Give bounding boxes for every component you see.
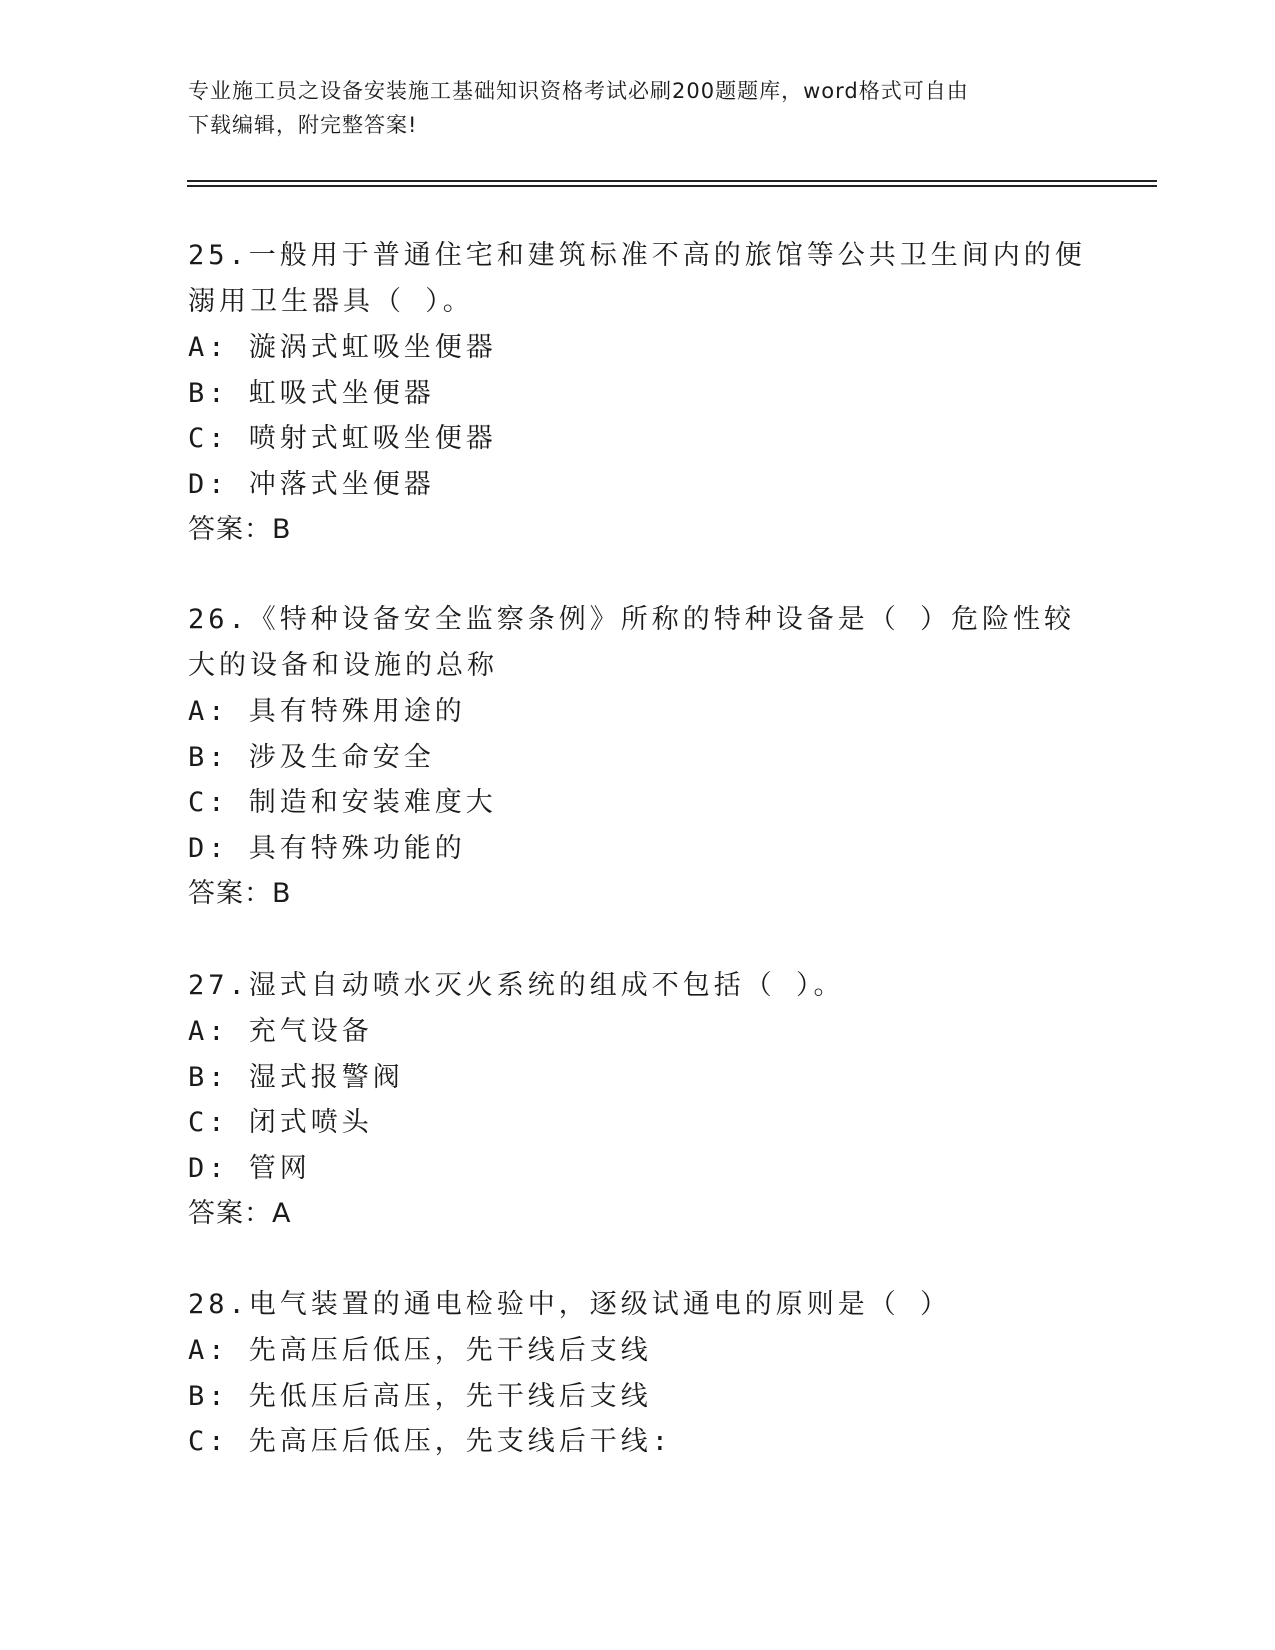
answer: 答案：A [188, 1198, 292, 1229]
option-b: B: 虹吸式坐便器 [188, 377, 435, 409]
answer: 答案：B [188, 514, 292, 545]
option-c: C: 先高压后低压，先支线后干线: [188, 1426, 673, 1457]
option-b: B: 湿式报警阀 [188, 1061, 404, 1093]
question-25 [188, 233, 1088, 553]
option-c: C: 制造和安装难度大 [188, 787, 497, 818]
question-text: 25.一般用于普通住宅和建筑标准不高的旅馆等公共卫生间内的便溺用卫生器具（ ）。 [188, 240, 1086, 317]
header-line-1: 专业施工员之设备安装施工基础知识资格考试必刷200题题库，word格式可自由 [188, 79, 969, 103]
header-line-2: 下载编辑，附完整答案! [188, 113, 418, 137]
option-a: A: 具有特殊用途的 [188, 696, 466, 727]
option-d: D: 管网 [188, 1152, 311, 1184]
question-26 [188, 597, 1088, 917]
answer: 答案：B [188, 878, 292, 909]
option-b: B: 先低压后高压，先干线后支线 [188, 1380, 652, 1412]
question-28 [188, 1282, 1088, 1465]
option-a: A: 漩涡式虹吸坐便器 [188, 332, 497, 363]
option-c: C: 闭式喷头 [188, 1107, 373, 1138]
option-d: D: 具有特殊功能的 [188, 832, 466, 864]
question-text: 27.湿式自动喷水灭火系统的组成不包括（ ）。 [188, 970, 845, 1001]
question-text: 26.《特种设备安全监察条例》所称的特种设备是（ ）危险性较大的设备和设施的总称 [188, 604, 1076, 681]
option-a: A: 先高压后低压，先干线后支线 [188, 1335, 652, 1366]
option-b: B: 涉及生命安全 [188, 741, 435, 773]
option-c: C: 喷射式虹吸坐便器 [188, 423, 497, 454]
option-a: A: 充气设备 [188, 1016, 373, 1047]
header-divider-bottom [187, 185, 1157, 187]
header-divider-top [187, 180, 1157, 182]
document-header [188, 74, 1088, 142]
question-27 [188, 963, 1088, 1237]
question-text: 28.电气装置的通电检验中，逐级试通电的原则是（ ） [188, 1289, 952, 1320]
option-d: D: 冲落式坐便器 [188, 468, 435, 500]
